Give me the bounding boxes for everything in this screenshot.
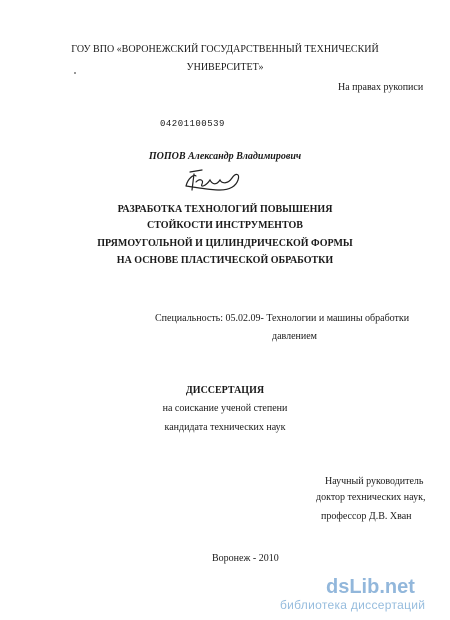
scan-speck <box>74 72 76 74</box>
author-name: ПОПОВ Александр Владимирович <box>148 151 302 162</box>
organization-name-line1: ГОУ ВПО «ВОРОНЕЖСКИЙ ГОСУДАРСТВЕННЫЙ ТЕХНИЧЕСКИЙ <box>71 44 379 55</box>
city-year: Воронеж - 2010 <box>212 553 279 564</box>
specialty-line1: Специальность: 05.02.09- Технологии и машины обработки <box>155 313 410 324</box>
title-line-1: РАЗРАБОТКА ТЕХНОЛОГИЙ ПОВЫШЕНИЯ <box>117 204 333 215</box>
dissertation-heading: ДИССЕРТАЦИЯ <box>185 385 265 396</box>
watermark-subtitle: библиотека диссертаций <box>280 598 426 612</box>
degree-line1: на соискание ученой степени <box>162 403 288 414</box>
title-line-3: ПРЯМОУГОЛЬНОЙ И ЦИЛИНДРИЧЕСКОЙ ФОРМЫ <box>97 238 353 249</box>
specialty-line2: давлением <box>272 331 318 342</box>
manuscript-rights-note: На правах рукописи <box>338 82 424 93</box>
supervisor-label: Научный руководитель <box>325 476 424 487</box>
author-signature-icon <box>180 166 270 196</box>
degree-line2: кандидата технических наук <box>164 422 286 433</box>
registry-code: 04201100539 <box>160 119 225 129</box>
watermark-logo: dsLib.net <box>326 576 415 598</box>
supervisor-name: профессор Д.В. Хван <box>321 511 412 522</box>
title-line-4: НА ОСНОВЕ ПЛАСТИЧЕСКОЙ ОБРАБОТКИ <box>116 255 334 266</box>
title-line-2: СТОЙКОСТИ ИНСТРУМЕНТОВ <box>147 220 303 231</box>
supervisor-degree: доктор технических наук, <box>316 492 426 503</box>
organization-name-line2: УНИВЕРСИТЕТ» <box>186 62 264 73</box>
